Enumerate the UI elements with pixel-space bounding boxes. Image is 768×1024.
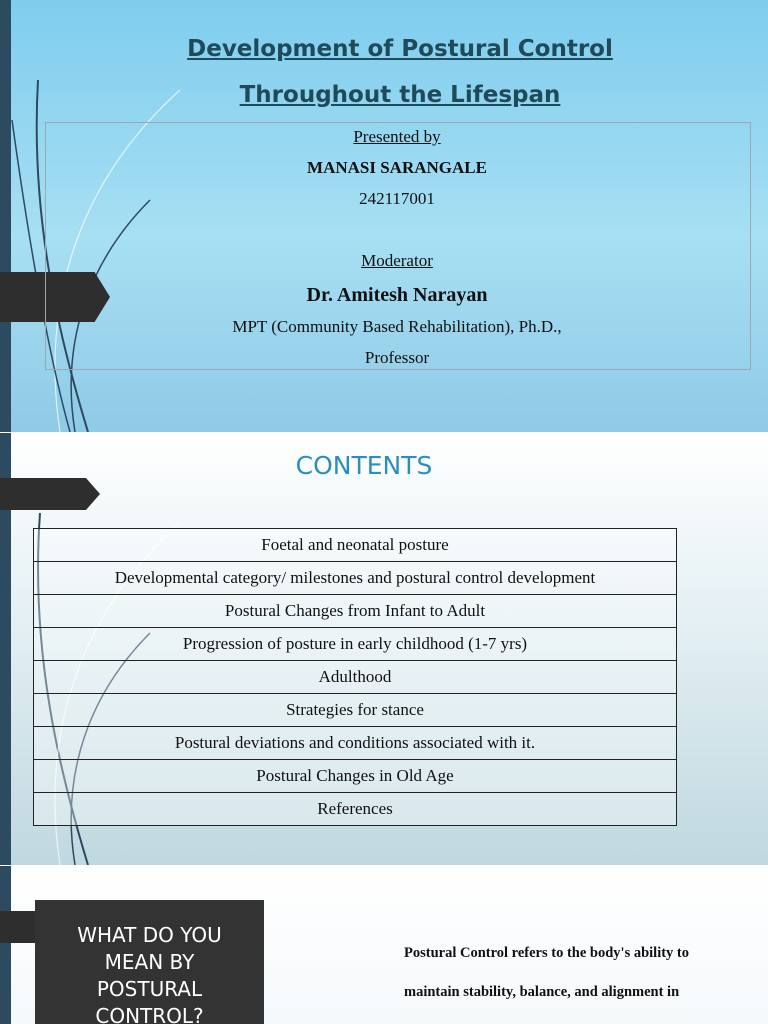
- title-slide: [0, 0, 768, 432]
- table-row: [34, 694, 677, 727]
- definition-text-line-2: maintain stability, balance, and alignment in: [404, 984, 680, 1000]
- slide-title-line-2: Throughout the Lifespan: [239, 82, 561, 108]
- contents-item: Postural Changes in Old Age: [34, 760, 677, 793]
- moderator-qualification: MPT (Community Based Rehabilitation), Ph.D.,: [232, 317, 562, 336]
- contents-item: Strategies for stance: [34, 694, 677, 727]
- left-accent-bar: [0, 866, 11, 1024]
- contents-item: Foetal and neonatal posture: [34, 529, 677, 562]
- question-line: POSTURAL: [96, 977, 203, 1001]
- definition-text-line-1: Postural Control refers to the body's ability to: [404, 945, 690, 961]
- contents-item: Progression of posture in early childhood (1-7 yrs): [34, 628, 677, 661]
- contents-item: References: [34, 793, 677, 826]
- contents-table: [33, 528, 677, 826]
- table-row: [34, 628, 677, 661]
- table-row: [34, 562, 677, 595]
- question-line: MEAN BY: [104, 950, 195, 974]
- contents-item: Postural Changes from Infant to Adult: [34, 595, 677, 628]
- question-line: WHAT DO YOU: [77, 923, 222, 947]
- question-line: CONTROL?: [95, 1004, 204, 1024]
- moderator-name: Dr. Amitesh Narayan: [306, 284, 488, 306]
- contents-slide: [0, 433, 768, 865]
- arrow-tab: [0, 478, 100, 510]
- contents-item: Postural deviations and conditions associated with it.: [34, 727, 677, 760]
- table-row: [34, 727, 677, 760]
- question-box: [35, 900, 264, 1024]
- contents-item: Adulthood: [34, 661, 677, 694]
- table-row: [34, 793, 677, 826]
- presenter-name: MANASI SARANGALE: [307, 158, 487, 177]
- definition-slide: [0, 866, 768, 1024]
- table-row: [34, 760, 677, 793]
- moderator-label: Moderator: [361, 251, 433, 270]
- table-row: [34, 529, 677, 562]
- moderator-title: Professor: [364, 348, 430, 367]
- presented-by-label: Presented by: [353, 127, 441, 146]
- table-row: [34, 595, 677, 628]
- presenter-id: 242117001: [359, 189, 435, 208]
- contents-item: Developmental category/ milestones and postural control development: [34, 562, 677, 595]
- slide-title-line-1: Development of Postural Control: [187, 36, 613, 62]
- table-row: [34, 661, 677, 694]
- contents-heading: CONTENTS: [295, 451, 433, 480]
